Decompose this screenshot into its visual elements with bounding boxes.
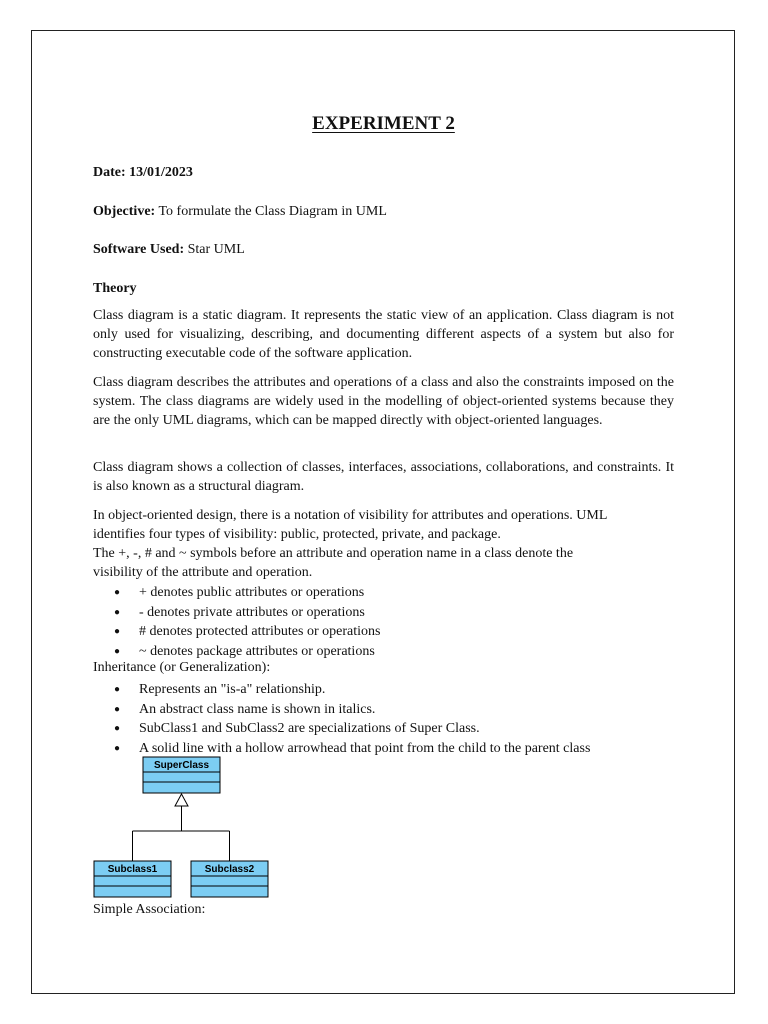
software-value: Star UML bbox=[187, 242, 245, 257]
bullet-icon: ● bbox=[114, 606, 121, 618]
list-item: ● # denotes protected attributes or operations bbox=[93, 622, 713, 642]
list-item: ● SubClass1 and SubClass2 are specializations of Super Class. bbox=[93, 719, 713, 739]
inheritance-diagram bbox=[80, 750, 280, 910]
bullet-icon: ● bbox=[114, 684, 121, 695]
theory-paragraph: Class diagram is a static diagram. It represents the static view of an application. Class diagram is not only used for visualizing, describing, and documenting different aspects of a system but also for constructing executable code of the software application. bbox=[93, 308, 674, 362]
objective-label: Objective: bbox=[93, 204, 156, 219]
generalization-connector bbox=[133, 806, 230, 861]
theory-paragraph: Class diagram describes the attributes and operations of a class and also the constraints imposed on the system. The class diagrams are widely used in the modelling of object-oriented systems because they are the only UML diagrams, which can be mapped directly with object-oriented languages. bbox=[93, 375, 674, 429]
visibility-symbols-line: visibility of the attribute and operation. bbox=[93, 565, 313, 580]
list-item: ● A solid line with a hollow arrowhead that point from the child to the parent class bbox=[93, 739, 713, 759]
theory-heading: Theory bbox=[93, 281, 137, 296]
subclass2-box bbox=[191, 861, 268, 897]
list-item: ● - denotes private attributes or operations bbox=[93, 603, 713, 623]
bullet-icon: ● bbox=[114, 587, 121, 598]
simple-association-heading: Simple Association: bbox=[93, 902, 206, 917]
software-line bbox=[93, 242, 245, 258]
visibility-list bbox=[93, 583, 713, 661]
list-item: ● + denotes public attributes or operations bbox=[93, 583, 713, 603]
date-value: 13/01/2023 bbox=[129, 165, 193, 180]
page-title: EXPERIMENT 2 bbox=[312, 113, 455, 134]
bullet-icon: ● bbox=[114, 703, 121, 715]
theory-paragraph: Class diagram shows a collection of classes, interfaces, associations, collaborations, and constraints. It is also known as a structural diagram. bbox=[93, 460, 674, 495]
objective-line bbox=[93, 204, 387, 220]
date-label: Date: bbox=[93, 165, 126, 180]
superclass-box bbox=[143, 757, 220, 793]
list-item: ● ~ denotes package attributes or operations bbox=[93, 642, 713, 662]
date-line bbox=[93, 165, 193, 181]
bullet-icon: ● bbox=[114, 742, 121, 754]
visibility-intro-line: In object-oriented design, there is a notation of visibility for attributes and operations. UML bbox=[93, 508, 608, 523]
subclass1-box bbox=[94, 861, 171, 897]
software-label: Software Used: bbox=[93, 242, 185, 257]
visibility-symbols-line: The +, -, # and ~ symbols before an attribute and operation name in a class denote the bbox=[93, 546, 574, 561]
inheritance-list bbox=[93, 680, 713, 758]
list-item: ● Represents an "is-a" relationship. bbox=[93, 680, 713, 700]
generalization-arrowhead bbox=[175, 794, 188, 806]
bullet-icon: ● bbox=[114, 626, 121, 637]
subclass2-name: Subclass2 bbox=[204, 864, 255, 875]
visibility-intro-line: identifies four types of visibility: public, protected, private, and package. bbox=[93, 527, 501, 542]
bullet-icon: ● bbox=[114, 723, 121, 734]
subclass1-name: Subclass1 bbox=[107, 864, 158, 875]
bullet-icon: ● bbox=[114, 645, 121, 657]
inheritance-heading: Inheritance (or Generalization): bbox=[93, 660, 271, 675]
list-item: ● An abstract class name is shown in italics. bbox=[93, 700, 713, 720]
visibility-intro bbox=[93, 506, 693, 582]
superclass-name: SuperClass bbox=[153, 760, 210, 771]
objective-value: To formulate the Class Diagram in UML bbox=[158, 204, 387, 219]
